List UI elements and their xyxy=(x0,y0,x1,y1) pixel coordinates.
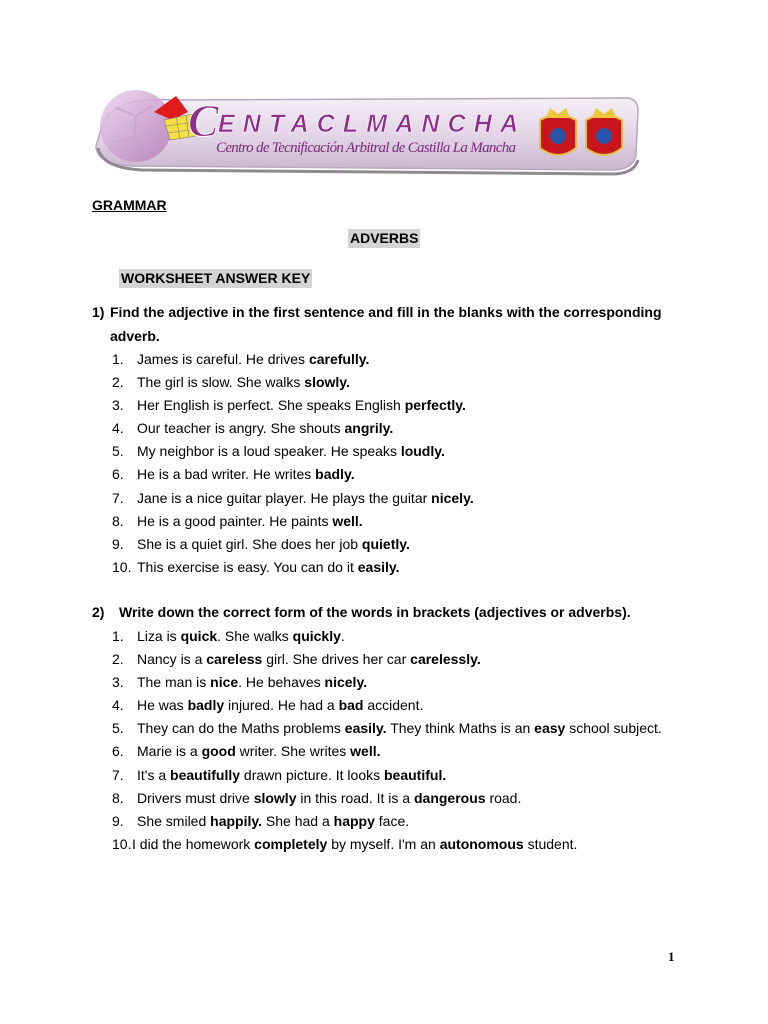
grammar-heading: GRAMMAR xyxy=(92,197,167,213)
centaclmancha-banner xyxy=(92,86,640,180)
item-number: 8. xyxy=(112,512,124,529)
item-number: 2. xyxy=(112,651,124,668)
item-answer: happily. xyxy=(210,812,263,829)
item-sentence-part: . He behaves xyxy=(238,674,325,691)
item-number: 1. xyxy=(112,351,124,367)
item-answer: completely xyxy=(254,835,328,852)
item-text xyxy=(137,813,409,829)
item-text xyxy=(137,466,355,482)
item-number: 8. xyxy=(112,789,124,806)
section1-instruction-line1: Find the adjective in the first sentence and fill in the blanks with the corresponding xyxy=(110,304,662,320)
item-number: 10. xyxy=(112,558,132,575)
list-item xyxy=(112,767,692,790)
item-number: 7. xyxy=(112,489,124,506)
item-sentence-part: drawn picture. It looks xyxy=(240,766,384,783)
item-text xyxy=(137,513,363,529)
item-text xyxy=(137,490,474,506)
item-sentence-part: road. xyxy=(485,789,522,806)
item-number: 10. xyxy=(112,835,132,852)
item-number: 5. xyxy=(112,443,124,460)
item-number: 6. xyxy=(112,743,124,760)
item-sentence: Our teacher is angry. She shouts xyxy=(137,420,345,437)
item-answer: easy xyxy=(534,720,566,737)
item-text xyxy=(137,674,367,690)
banner-logo-c: C xyxy=(188,95,219,146)
item-sentence-part: face. xyxy=(374,812,410,829)
item-answer: nice xyxy=(210,674,239,691)
item-answer: quietly. xyxy=(361,535,410,552)
adverbs-heading: ADVERBS xyxy=(350,230,419,246)
item-answer: autonomous xyxy=(439,835,524,852)
item-answer: carefully. xyxy=(308,351,370,367)
item-text xyxy=(137,697,423,713)
item-text xyxy=(137,559,400,575)
list-item xyxy=(112,513,692,536)
item-text xyxy=(137,767,446,783)
list-item xyxy=(112,559,692,582)
list-item xyxy=(112,420,692,443)
item-sentence: The girl is slow. She walks xyxy=(137,374,305,391)
item-answer: good xyxy=(201,743,236,760)
item-answer: beautifully xyxy=(170,766,241,783)
list-item xyxy=(112,720,692,743)
item-text xyxy=(137,420,393,436)
item-answer: easily. xyxy=(357,558,400,575)
list-item xyxy=(112,374,692,397)
item-number: 5. xyxy=(112,720,124,737)
item-sentence-part: school subject. xyxy=(565,720,662,737)
item-number: 7. xyxy=(112,766,124,783)
item-answer: well. xyxy=(350,743,381,760)
item-number: 6. xyxy=(112,466,124,483)
item-number: 9. xyxy=(112,812,124,829)
item-answer: badly xyxy=(187,697,225,714)
item-text xyxy=(132,836,577,852)
item-text xyxy=(137,790,521,806)
item-sentence-part: writer. She writes xyxy=(235,743,351,760)
item-answer: quick xyxy=(180,628,218,644)
item-sentence-part: I did the homework xyxy=(132,835,255,852)
list-item xyxy=(112,397,692,420)
item-sentence: James is careful. He drives xyxy=(137,351,309,367)
item-answer: quickly xyxy=(292,628,341,644)
item-sentence-part: injured. He had a xyxy=(224,697,339,714)
item-text xyxy=(137,397,466,413)
item-sentence: She is a quiet girl. She does her job xyxy=(137,535,362,552)
page-number: 1 xyxy=(668,949,675,964)
list-item xyxy=(112,651,692,674)
list-item xyxy=(112,697,692,720)
item-sentence: My neighbor is a loud speaker. He speaks xyxy=(137,443,401,460)
item-answer: slowly. xyxy=(304,374,350,391)
item-sentence-part: . xyxy=(340,628,345,644)
list-item xyxy=(112,743,692,766)
list-item xyxy=(112,351,692,374)
list-item xyxy=(112,536,692,559)
item-answer: carelessly. xyxy=(410,651,481,668)
list-item xyxy=(112,628,692,651)
section2-list xyxy=(112,628,692,859)
section1-list xyxy=(112,351,692,582)
item-answer: careless xyxy=(206,651,263,668)
list-item xyxy=(112,790,692,813)
item-answer: nicely. xyxy=(431,489,474,506)
section2-number: 2) xyxy=(92,604,105,620)
item-text xyxy=(137,374,350,390)
item-number: 9. xyxy=(112,535,124,552)
item-sentence: He is a bad writer. He writes xyxy=(137,466,316,483)
item-answer: nicely. xyxy=(324,674,368,691)
item-answer: perfectly. xyxy=(404,397,466,414)
item-sentence-part: She had a xyxy=(262,812,334,829)
item-sentence-part: The man is xyxy=(137,674,211,691)
item-sentence-part: accident. xyxy=(363,697,424,714)
item-answer: bad xyxy=(338,697,364,714)
item-answer: happy xyxy=(333,812,375,829)
list-item xyxy=(112,466,692,489)
item-sentence-part: Marie is a xyxy=(137,743,202,760)
item-sentence-part: Nancy is a xyxy=(137,651,207,668)
banner-logo-subtitle: Centro de Tecnificación Arbitral de Castilla La Mancha xyxy=(216,140,516,156)
list-item xyxy=(112,813,692,836)
item-sentence-part: girl. She drives her car xyxy=(262,651,411,668)
item-sentence: This exercise is easy. You can do it xyxy=(137,558,358,575)
item-number: 2. xyxy=(112,374,124,391)
item-sentence-part: They can do the Maths problems xyxy=(137,720,345,737)
list-item xyxy=(112,490,692,513)
item-answer: well. xyxy=(332,512,363,529)
item-sentence-part: She smiled xyxy=(137,812,211,829)
item-number: 1. xyxy=(112,628,124,644)
item-sentence-part: . She walks xyxy=(217,628,293,644)
item-text xyxy=(137,720,662,736)
item-text xyxy=(137,743,381,759)
section1-instruction-line2: adverb. xyxy=(110,328,160,344)
item-sentence-part: Liza is xyxy=(137,628,181,644)
item-sentence-part: student. xyxy=(523,835,578,852)
item-number: 4. xyxy=(112,420,124,437)
item-sentence-part: They think Maths is an xyxy=(386,720,535,737)
item-text xyxy=(137,351,369,367)
list-item xyxy=(112,443,692,466)
item-sentence-part: in this road. It is a xyxy=(296,789,414,806)
item-answer: badly. xyxy=(315,466,355,483)
item-sentence: Her English is perfect. She speaks English xyxy=(137,397,405,414)
item-text xyxy=(137,628,345,644)
item-text xyxy=(137,443,445,459)
answer-key-heading: WORKSHEET ANSWER KEY xyxy=(121,270,311,286)
banner-logo-word: ENTACLMANCHA xyxy=(218,110,518,138)
item-sentence-part: Drivers must drive xyxy=(137,789,254,806)
item-sentence-part: by myself. I'm an xyxy=(327,835,440,852)
item-text xyxy=(137,536,410,552)
item-number: 3. xyxy=(112,397,124,414)
list-item xyxy=(112,836,692,859)
item-sentence-part: It's a xyxy=(137,766,171,783)
item-number: 3. xyxy=(112,674,124,691)
item-sentence: Jane is a nice guitar player. He plays the guitar xyxy=(137,489,432,506)
item-sentence-part: He was xyxy=(137,697,188,714)
section2-instruction-text: Write down the correct form of the words in brackets (adjectives or adverbs). xyxy=(119,604,631,620)
item-text xyxy=(137,651,481,667)
item-answer: easily. xyxy=(344,720,387,737)
item-answer: loudly. xyxy=(400,443,445,460)
item-number: 4. xyxy=(112,697,124,714)
list-item xyxy=(112,674,692,697)
item-sentence: He is a good painter. He paints xyxy=(137,512,333,529)
item-answer: angrily. xyxy=(344,420,394,437)
item-answer: slowly xyxy=(253,789,297,806)
section1-number: 1) xyxy=(92,304,105,320)
item-answer: beautiful. xyxy=(384,766,447,783)
item-answer: dangerous xyxy=(413,789,486,806)
